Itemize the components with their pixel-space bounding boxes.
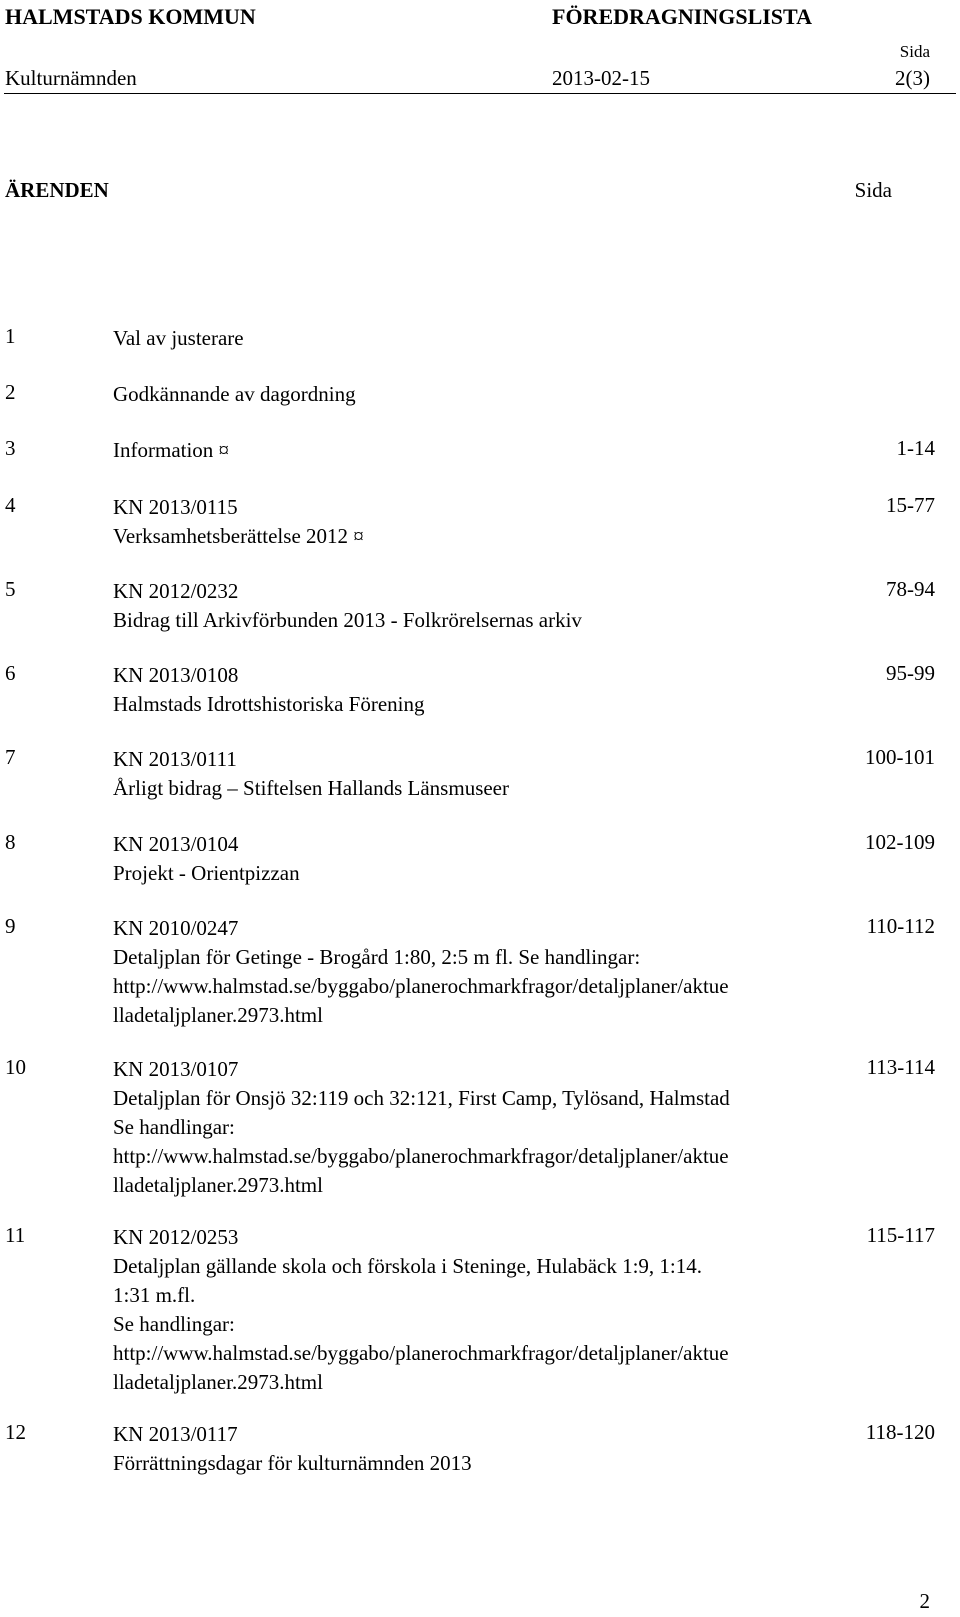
agenda-item-description bbox=[113, 577, 582, 635]
agenda-item-pages: 1-14 bbox=[896, 436, 935, 460]
agenda-item-line: KN 2013/0104 bbox=[113, 832, 239, 856]
agenda-item-line: Val av justerare bbox=[113, 326, 244, 350]
agenda-item-pages: 100-101 bbox=[865, 745, 935, 769]
municipality-name: HALMSTADS KOMMUN bbox=[5, 4, 256, 29]
agenda-item-pages: 113-114 bbox=[866, 1055, 935, 1079]
agenda-item-number: 11 bbox=[5, 1223, 26, 1247]
agenda-item-pages: 102-109 bbox=[865, 830, 935, 854]
agenda-item-line: KN 2013/0111 bbox=[113, 747, 237, 771]
agenda-item-description bbox=[113, 324, 244, 353]
header-divider bbox=[4, 93, 956, 94]
agenda-item-line: Se handlingar: bbox=[113, 1115, 235, 1139]
agenda-item-line: KN 2013/0115 bbox=[113, 495, 238, 519]
agenda-item-line: lladetaljplaner.2973.html bbox=[113, 1370, 323, 1394]
agenda-item-description bbox=[113, 1420, 472, 1478]
agenda-item-number: 12 bbox=[5, 1420, 26, 1444]
page-column-label: Sida bbox=[854, 178, 892, 202]
agenda-item-number: 4 bbox=[5, 493, 16, 517]
agenda-item-number: 2 bbox=[5, 380, 16, 404]
agenda-item-description bbox=[113, 661, 424, 719]
agenda-item-line: KN 2012/0253 bbox=[113, 1225, 239, 1249]
page-value: 2(3) bbox=[895, 66, 930, 90]
agenda-item-line: Information ¤ bbox=[113, 438, 230, 462]
agenda-item-pages: 15-77 bbox=[886, 493, 935, 517]
page-label: Sida bbox=[899, 42, 930, 61]
agenda-item-line: lladetaljplaner.2973.html bbox=[113, 1173, 323, 1197]
agenda-item-line: http://www.halmstad.se/byggabo/planerochmarkfragor/detaljplaner/aktue bbox=[113, 974, 729, 998]
agenda-item-line: Godkännande av dagordning bbox=[113, 382, 356, 406]
agenda-item-pages: 95-99 bbox=[886, 661, 935, 685]
agenda-item-pages: 115-117 bbox=[866, 1223, 935, 1247]
agenda-item-number: 7 bbox=[5, 745, 16, 769]
agenda-item-description bbox=[113, 1223, 729, 1397]
committee-name: Kulturnämnden bbox=[5, 66, 137, 90]
agenda-item-line: KN 2013/0107 bbox=[113, 1057, 239, 1081]
agenda-item-line: http://www.halmstad.se/byggabo/planerochmarkfragor/detaljplaner/aktue bbox=[113, 1341, 729, 1365]
agenda-item-line: KN 2012/0232 bbox=[113, 579, 239, 603]
agenda-item-line: Projekt - Orientpizzan bbox=[113, 861, 300, 885]
agenda-item-line: Detaljplan för Onsjö 32:119 och 32:121, First Camp, Tylösand, Halmstad bbox=[113, 1086, 730, 1110]
document-type: FÖREDRAGNINGSLISTA bbox=[552, 4, 812, 29]
agenda-item-line: 1:31 m.fl. bbox=[113, 1283, 196, 1307]
agenda-item-number: 8 bbox=[5, 830, 16, 854]
agenda-item-line: http://www.halmstad.se/byggabo/planerochmarkfragor/detaljplaner/aktue bbox=[113, 1144, 729, 1168]
agenda-item-line: Årligt bidrag – Stiftelsen Hallands Länsmuseer bbox=[113, 776, 509, 800]
agenda-item-pages: 118-120 bbox=[865, 1420, 935, 1444]
agenda-item-description bbox=[113, 493, 364, 551]
agenda-item-pages: 110-112 bbox=[866, 914, 935, 938]
agenda-item-number: 6 bbox=[5, 661, 16, 685]
agenda-item-description bbox=[113, 914, 729, 1030]
agenda-item-description bbox=[113, 436, 229, 465]
agenda-item-line: Detaljplan gällande skola och förskola i Steninge, Hulabäck 1:9, 1:14. bbox=[113, 1254, 703, 1278]
agenda-item-line: Förrättningsdagar för kulturnämnden 2013 bbox=[113, 1451, 472, 1475]
agenda-item-description bbox=[113, 1055, 730, 1200]
agenda-item-line: KN 2013/0108 bbox=[113, 663, 239, 687]
agenda-item-number: 9 bbox=[5, 914, 16, 938]
agenda-item-line: lladetaljplaner.2973.html bbox=[113, 1003, 323, 1027]
footer-page-number: 2 bbox=[919, 1589, 930, 1613]
meeting-date: 2013-02-15 bbox=[552, 66, 650, 90]
agenda-item-description bbox=[113, 830, 300, 888]
agenda-item-description bbox=[113, 380, 356, 409]
agenda-item-number: 10 bbox=[5, 1055, 26, 1079]
section-title: ÄRENDEN bbox=[5, 178, 109, 202]
agenda-item-line: KN 2010/0247 bbox=[113, 916, 239, 940]
agenda-item-description bbox=[113, 745, 509, 803]
agenda-item-line: Detaljplan för Getinge - Brogård 1:80, 2:5 m fl. Se handlingar: bbox=[113, 945, 641, 969]
agenda-item-line: Halmstads Idrottshistoriska Förening bbox=[113, 692, 425, 716]
agenda-item-number: 5 bbox=[5, 577, 16, 601]
agenda-item-number: 1 bbox=[5, 324, 16, 348]
agenda-item-pages: 78-94 bbox=[886, 577, 935, 601]
agenda-item-line: Verksamhetsberättelse 2012 ¤ bbox=[113, 524, 364, 548]
agenda-item-line: KN 2013/0117 bbox=[113, 1422, 238, 1446]
agenda-item-number: 3 bbox=[5, 436, 16, 460]
agenda-item-line: Bidrag till Arkivförbunden 2013 - Folkrörelsernas arkiv bbox=[113, 608, 582, 632]
agenda-item-line: Se handlingar: bbox=[113, 1312, 235, 1336]
